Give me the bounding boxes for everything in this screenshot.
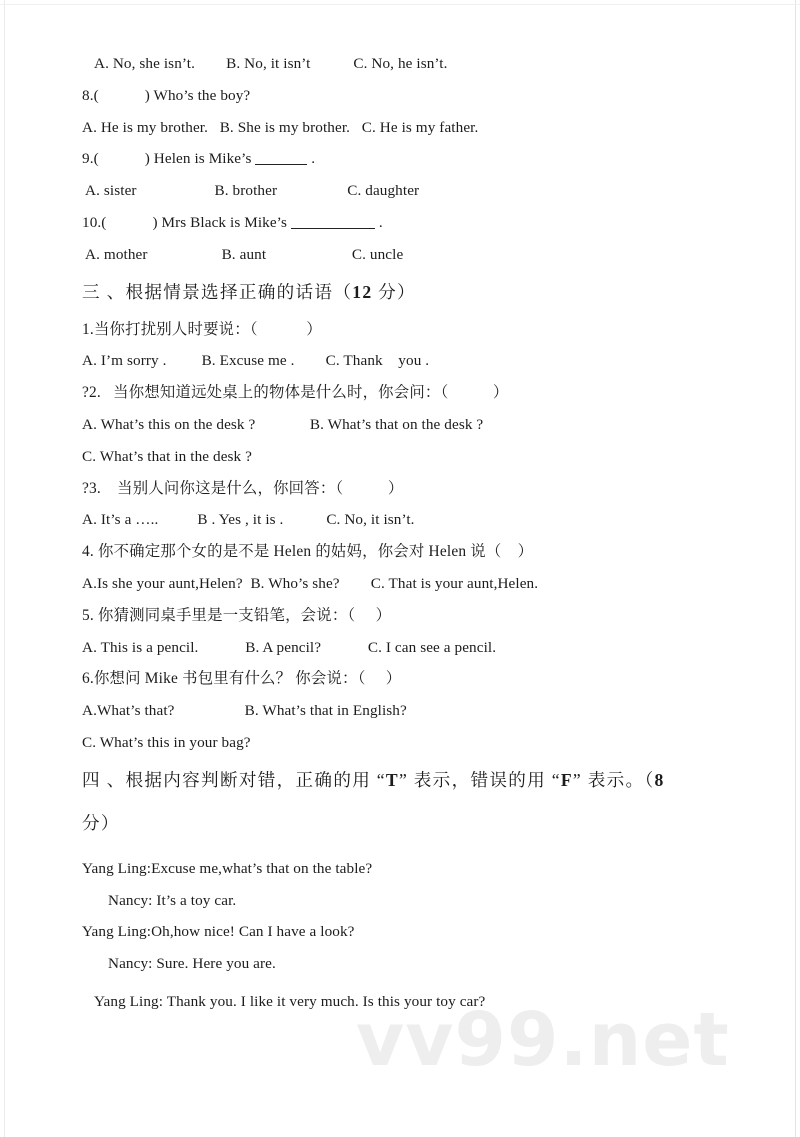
s3-question-5-stem: 5. 你猜测同桌手里是一支铅笔，会说：（ ） — [82, 606, 392, 624]
section-three-heading-text: 三 、根据情景选择正确的话语（ — [82, 281, 353, 302]
question-10-options: A. mother B. aunt C. uncle — [82, 245, 404, 263]
question-8-options: A. He is my brother. B. She is my brother. C. He is my father. — [82, 118, 479, 136]
question-10-text: ) Mrs Black is Mike’s — [152, 213, 291, 231]
page-edge-top — [0, 4, 800, 5]
question-9-stem — [82, 143, 732, 175]
question-10-number: 10.( — [82, 213, 107, 231]
s3-question-6-options-a: A.What’s that? B. What’s that in English? — [82, 702, 407, 720]
section-four-score: 8 — [654, 769, 665, 790]
s3-question-2-options-b: C. What’s that in the desk ? — [82, 447, 252, 465]
s3-question-4-stem: 4. 你不确定那个女的是不是 Helen 的姑妈，你会对 Helen 说（ ） — [82, 543, 534, 561]
document-body — [82, 48, 732, 1018]
section-four-heading-part-c: ” 表示。（ — [572, 769, 655, 790]
question-9-text: ) Helen is Mike’s — [144, 150, 256, 168]
answer-blank — [291, 228, 375, 229]
s3-question-3-options: A. It’s a ….. B . Yes , it is . C. No, it isn’t. — [82, 511, 415, 529]
question-8-number: 8.( — [82, 86, 99, 104]
dialogue-line-1: Yang Ling:Excuse me,what’s that on the table? — [82, 859, 373, 877]
question-8-stem — [82, 80, 732, 112]
s3-question-6-stem: 6.你想问 Mike 书包里有什么？ 你会说：（ ） — [82, 670, 402, 688]
page-edge-right — [795, 0, 796, 1137]
section-four-heading-line-2: 分） — [82, 812, 120, 833]
s3-question-1-options: A. I’m sorry . B. Excuse me . C. Thank you . — [82, 352, 430, 370]
section-four-heading-part-a: 四 、根据内容判断对错，正确的用 “ — [82, 769, 386, 790]
section-four-heading-part-b: ” 表示，错误的用 “ — [398, 769, 561, 790]
s3-question-1-stem: 1.当你打扰别人时要说：（ ） — [82, 320, 322, 338]
section-three-heading — [82, 271, 732, 314]
s3-question-3-stem: ?3. 当别人问你这是什么，你回答：（ ） — [82, 479, 404, 497]
dialogue-line-4: Nancy: Sure. Here you are. — [108, 955, 276, 973]
s3-question-2-stem: ?2. 当你想知道远处桌上的物体是什么时，你会问：（ ） — [82, 384, 509, 402]
s3-question-4-options: A.Is she your aunt,Helen? B. Who’s she? C. That is your aunt,Helen. — [82, 574, 539, 592]
section-four-heading-line-1 — [82, 759, 732, 802]
dialogue-line-5: Yang Ling: Thank you. I like it very much. Is this your toy car? — [94, 992, 486, 1010]
page-edge-left — [4, 0, 5, 1137]
answer-blank — [255, 164, 307, 165]
question-8-text: ) Who’s the boy? — [144, 86, 251, 104]
watermark: vv99.net — [356, 997, 730, 1083]
s3-question-6-options-b: C. What’s this in your bag? — [82, 733, 251, 751]
s3-question-2-options-a: A. What’s this on the desk ? B. What’s that on the desk ? — [82, 415, 484, 433]
section-three-heading-suffix: 分） — [372, 281, 416, 302]
section-four-true-marker: T — [385, 769, 399, 790]
dialogue-line-2: Nancy: It’s a toy car. — [108, 891, 237, 909]
s3-question-5-options: A. This is a pencil. B. A pencil? C. I can see a pencil. — [82, 638, 497, 656]
question-10-stem — [82, 207, 732, 239]
section-three-score: 12 — [352, 281, 373, 302]
dialogue-line-3: Yang Ling:Oh,how nice! Can I have a look? — [82, 923, 355, 941]
question-9-tail: . — [307, 150, 316, 168]
question-9-number: 9.( — [82, 150, 99, 168]
question-10-tail: . — [374, 213, 383, 231]
section-four-false-marker: F — [560, 769, 573, 790]
question-9-options: A. sister B. brother C. daughter — [82, 182, 420, 200]
question-7-options: A. No, she isn’t. B. No, it isn’t C. No, he isn’t. — [94, 55, 448, 72]
